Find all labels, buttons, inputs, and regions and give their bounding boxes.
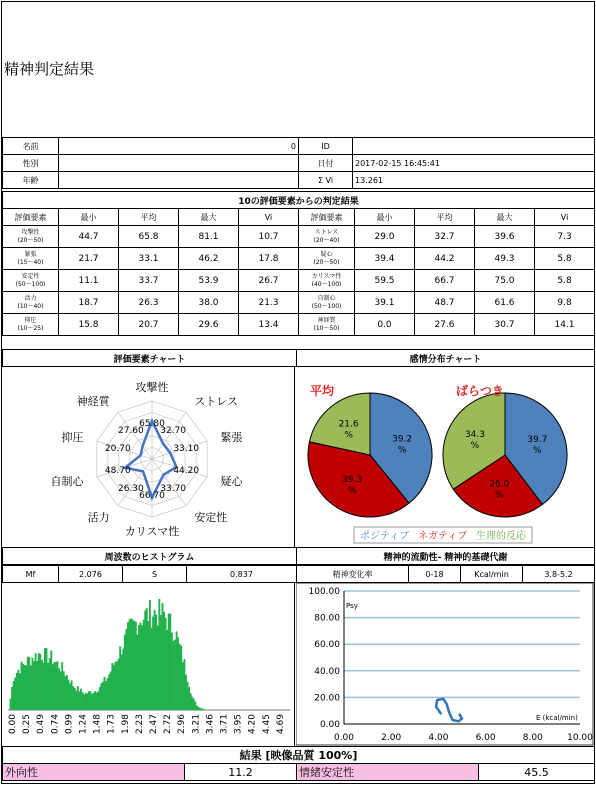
cell-vi: 14.1	[535, 314, 595, 336]
divider	[294, 367, 295, 547]
radar-axis-label: 抑圧	[61, 430, 84, 444]
radar-section-title: 評価要素チャート	[3, 350, 297, 367]
radar-axis-label: 活力	[87, 511, 110, 525]
col-header: 平均	[415, 209, 475, 226]
cell-min: 21.7	[59, 248, 119, 270]
hist-tick-label: 2.23	[134, 714, 145, 735]
id-value	[353, 138, 595, 155]
cell-min: 18.7	[59, 292, 119, 314]
gender-label: 性別	[3, 155, 59, 172]
name-value: 0	[59, 138, 299, 155]
cell-vi: 5.8	[535, 270, 595, 292]
cell-min: 15.8	[59, 314, 119, 336]
hist-bar	[204, 709, 206, 710]
flow-range: 0-18	[409, 566, 461, 583]
cell-max: 53.9	[179, 270, 239, 292]
cell-avg: 44.2	[415, 248, 475, 270]
pie-slice-label: 34.3	[464, 429, 485, 440]
stability-label: 情緒安定性	[297, 764, 479, 781]
radar-value-label: 66.70	[139, 490, 165, 501]
cell-avg: 26.3	[119, 292, 179, 314]
cell-min: 39.4	[355, 248, 415, 270]
element-name-text: 疑心	[320, 250, 333, 258]
cell-max: 75.0	[475, 270, 535, 292]
cell-max: 29.6	[179, 314, 239, 336]
hist-tick-label: 2.96	[177, 714, 188, 735]
hist-section-title: 周波数のヒストグラム	[3, 548, 297, 565]
flow-y-tick: 40.00	[314, 666, 340, 677]
chart-section-headers	[2, 349, 595, 367]
element-range: (50～100)	[311, 302, 342, 310]
cell-avg: 20.7	[119, 314, 179, 336]
element-range: (20～50)	[313, 258, 340, 266]
element-name	[299, 248, 355, 270]
table-row	[3, 248, 595, 270]
radar-axis-label: 自制心	[50, 475, 84, 489]
pie-slice-label: %	[494, 490, 504, 501]
element-name	[3, 248, 59, 270]
cell-vi: 7.3	[535, 226, 595, 248]
hist-tick-label: 4.45	[261, 714, 272, 735]
gender-value	[59, 155, 299, 172]
cell-max: 39.6	[475, 226, 535, 248]
cell-max: 61.6	[475, 292, 535, 314]
element-name	[299, 314, 355, 336]
element-range: (20～50)	[17, 236, 44, 244]
pie-title: ばらつき	[456, 384, 504, 398]
date-label: 日付	[299, 155, 353, 172]
table-row	[3, 314, 595, 336]
hist-tick-label: 3.71	[219, 714, 230, 735]
hist-tick-label: 1.98	[120, 714, 131, 735]
cell-vi: 21.3	[239, 292, 299, 314]
element-name	[3, 292, 59, 314]
pie-slice-label: 39.3	[342, 475, 363, 486]
radar-chart	[2, 367, 295, 547]
col-header: 評価要素	[299, 209, 355, 226]
stability-value: 45.5	[479, 764, 595, 781]
cell-min: 0.0	[355, 314, 415, 336]
mf-label: Mf	[3, 566, 59, 583]
histogram-chart	[2, 583, 294, 746]
flow-x-label: E (kcal/min)	[536, 714, 578, 722]
cell-vi: 17.8	[239, 248, 299, 270]
pie-section-title: 感情分布チャート	[297, 350, 595, 367]
radar-axis-label: 攻撃性	[135, 381, 169, 394]
lower-section-headers	[2, 547, 595, 565]
s-value: 0.837	[187, 566, 297, 583]
pie-slice-label: %	[533, 446, 542, 457]
pie-legend-item: 生理的反応	[476, 531, 526, 542]
radar-value-label: 20.70	[104, 443, 131, 454]
element-name	[299, 226, 355, 248]
col-header: Vi	[239, 209, 299, 226]
info-table	[2, 137, 595, 189]
pie-slice-label: %	[397, 445, 407, 456]
element-name-text: 緊張	[24, 250, 37, 258]
pie-charts	[296, 367, 594, 547]
hist-tick-label: 0.25	[22, 714, 33, 735]
hist-tick-label: 4.20	[247, 714, 258, 735]
flow-x-tick: 10.00	[567, 733, 593, 743]
flow-x-tick: 4.00	[428, 733, 449, 743]
cell-avg: 65.8	[119, 226, 179, 248]
element-name	[299, 292, 355, 314]
radar-axis-label: カリスマ性	[124, 525, 180, 538]
hist-tick-label: 4.69	[275, 714, 286, 735]
extraversion-label: 外向性	[3, 764, 185, 781]
result-header: 結果 [映像品質 100%]	[3, 747, 595, 764]
eval-header: 10の評価要素からの判定結果	[3, 192, 595, 209]
element-name-text: 神経質	[317, 316, 336, 324]
cell-min: 11.1	[59, 270, 119, 292]
flow-x-tick: 8.00	[522, 733, 543, 743]
id-label: ID	[299, 138, 353, 155]
hist-tick-label: 0.99	[64, 714, 75, 735]
cell-avg: 27.6	[415, 314, 475, 336]
flow-y-tick: 0.00	[319, 720, 340, 730]
flow-x-tick: 0.00	[333, 733, 355, 743]
cell-max: 30.7	[475, 314, 535, 336]
cell-min: 39.1	[355, 292, 415, 314]
radar-axis-label: ストレス	[194, 394, 238, 408]
cell-vi: 26.7	[239, 270, 299, 292]
flow-chart	[296, 583, 594, 746]
page-title: 精神判定結果	[4, 60, 95, 78]
col-header: 最大	[179, 209, 239, 226]
element-range: (20～40)	[313, 236, 340, 244]
pie-slice-label: 26.0	[489, 479, 510, 490]
radar-value-label: 65.80	[139, 419, 165, 430]
flow-x-tick: 2.00	[381, 733, 402, 743]
flow-y-tick: 100.00	[308, 587, 340, 597]
cell-vi: 5.8	[535, 248, 595, 270]
pie-title: 平均	[310, 384, 335, 398]
divider	[294, 583, 295, 746]
flow-y-tick: 20.00	[314, 693, 340, 704]
col-header: 平均	[119, 209, 179, 226]
element-name	[299, 270, 355, 292]
s-label: S	[123, 566, 187, 583]
radar-value-label: 32.70	[160, 425, 187, 436]
cell-avg: 33.7	[119, 270, 179, 292]
cell-avg: 32.7	[415, 226, 475, 248]
pie-slice-label: %	[347, 486, 357, 497]
col-header: 最小	[355, 209, 415, 226]
radar-value-label: 33.10	[173, 443, 200, 454]
element-range: (40～100)	[311, 280, 342, 288]
element-range: (10～40)	[17, 302, 44, 310]
date-value: 2017-02-15 16:45:41	[353, 155, 595, 172]
pie-slice-label: %	[344, 430, 353, 441]
age-label: 年齢	[3, 172, 59, 189]
cell-max: 38.0	[179, 292, 239, 314]
hist-tick-label: 3.46	[205, 714, 216, 735]
flow-x-tick: 6.00	[475, 733, 496, 743]
element-name-text: 安定性	[21, 272, 40, 280]
pie-slice-label: 39.7	[527, 435, 548, 446]
element-range: (10～25)	[17, 324, 44, 332]
flow-y-tick: 80.00	[314, 613, 340, 624]
hist-tick-label: 2.47	[149, 714, 159, 735]
element-name-text: カリスマ性	[311, 272, 342, 280]
hist-tick-label: 1.48	[92, 714, 103, 735]
stats-row	[2, 565, 595, 583]
hist-tick-label: 3.95	[233, 714, 244, 735]
cell-avg: 48.7	[415, 292, 475, 314]
element-name-text: 自制心	[317, 294, 336, 302]
result-table	[2, 746, 595, 781]
hist-tick-label: 3.21	[191, 714, 202, 735]
cell-min: 44.7	[59, 226, 119, 248]
cell-avg: 66.7	[415, 270, 475, 292]
pie-slice-label: %	[470, 440, 480, 451]
pie-legend-item: ネガティブ	[418, 531, 468, 542]
hist-tick-label: 0.00	[8, 714, 18, 735]
col-header: Vi	[535, 209, 595, 226]
hist-tick-label: 1.73	[106, 714, 117, 735]
hist-tick-label: 0.49	[36, 714, 47, 735]
radar-axis-label: 疑心	[220, 475, 243, 489]
radar-value-label: 27.60	[117, 425, 144, 436]
hist-tick-label: 1.24	[78, 714, 89, 735]
radar-axis-label: 緊張	[220, 430, 243, 444]
element-name-text: 抑圧	[24, 316, 37, 324]
flow-unit: Kcal/min	[461, 566, 523, 583]
cell-max: 81.1	[179, 226, 239, 248]
element-name-text: ストレス	[314, 228, 339, 236]
flow-norm: 3.8-5.2	[523, 566, 595, 583]
radar-value-label: 44.20	[173, 466, 200, 477]
element-range: (10～50)	[313, 324, 340, 332]
radar-axis-label: 安定性	[194, 511, 228, 525]
flow-y-label: Psy	[346, 602, 358, 610]
hist-tick-label: 0.74	[50, 714, 61, 735]
eval-table	[2, 191, 595, 336]
cell-min: 29.0	[355, 226, 415, 248]
table-row	[3, 270, 595, 292]
element-name-text: 活力	[24, 294, 37, 302]
extraversion-value: 11.2	[185, 764, 297, 781]
table-row	[3, 226, 595, 248]
pie-legend-item: ポジティブ	[360, 531, 410, 542]
table-row	[3, 292, 595, 314]
col-header: 最小	[59, 209, 119, 226]
hist-tick-label: 2.72	[163, 714, 174, 735]
radar-value-label: 33.70	[160, 484, 187, 495]
cell-vi: 10.7	[239, 226, 299, 248]
element-range: (15～40)	[17, 258, 44, 266]
radar-value-label: 26.30	[117, 484, 144, 495]
svi-value: 13.261	[353, 172, 595, 189]
col-header: 評価要素	[3, 209, 59, 226]
pie-slice-label: 39.2	[392, 434, 413, 445]
element-name	[3, 314, 59, 336]
cell-vi: 9.8	[535, 292, 595, 314]
cell-min: 59.5	[355, 270, 415, 292]
col-header: 最大	[475, 209, 535, 226]
element-name	[3, 226, 59, 248]
element-range: (50～100)	[15, 280, 46, 288]
cell-vi: 13.4	[239, 314, 299, 336]
flow-y-tick: 60.00	[314, 640, 340, 651]
flow-section-title: 精神的流動性- 精神的基礎代謝	[297, 548, 595, 565]
cell-avg: 33.1	[119, 248, 179, 270]
age-value	[59, 172, 299, 189]
name-label: 名前	[3, 138, 59, 155]
element-name-text: 攻撃性	[21, 228, 40, 236]
svi-label: Σ Vi	[299, 172, 353, 189]
radar-axis-label: 神経質	[76, 394, 110, 408]
cell-max: 49.3	[475, 248, 535, 270]
pie-slice-label: 21.6	[338, 419, 359, 430]
flow-label: 精神変化率	[297, 566, 409, 583]
element-name	[3, 270, 59, 292]
cell-max: 46.2	[179, 248, 239, 270]
radar-value-label: 48.70	[104, 466, 131, 477]
mf-value: 2.076	[59, 566, 123, 583]
